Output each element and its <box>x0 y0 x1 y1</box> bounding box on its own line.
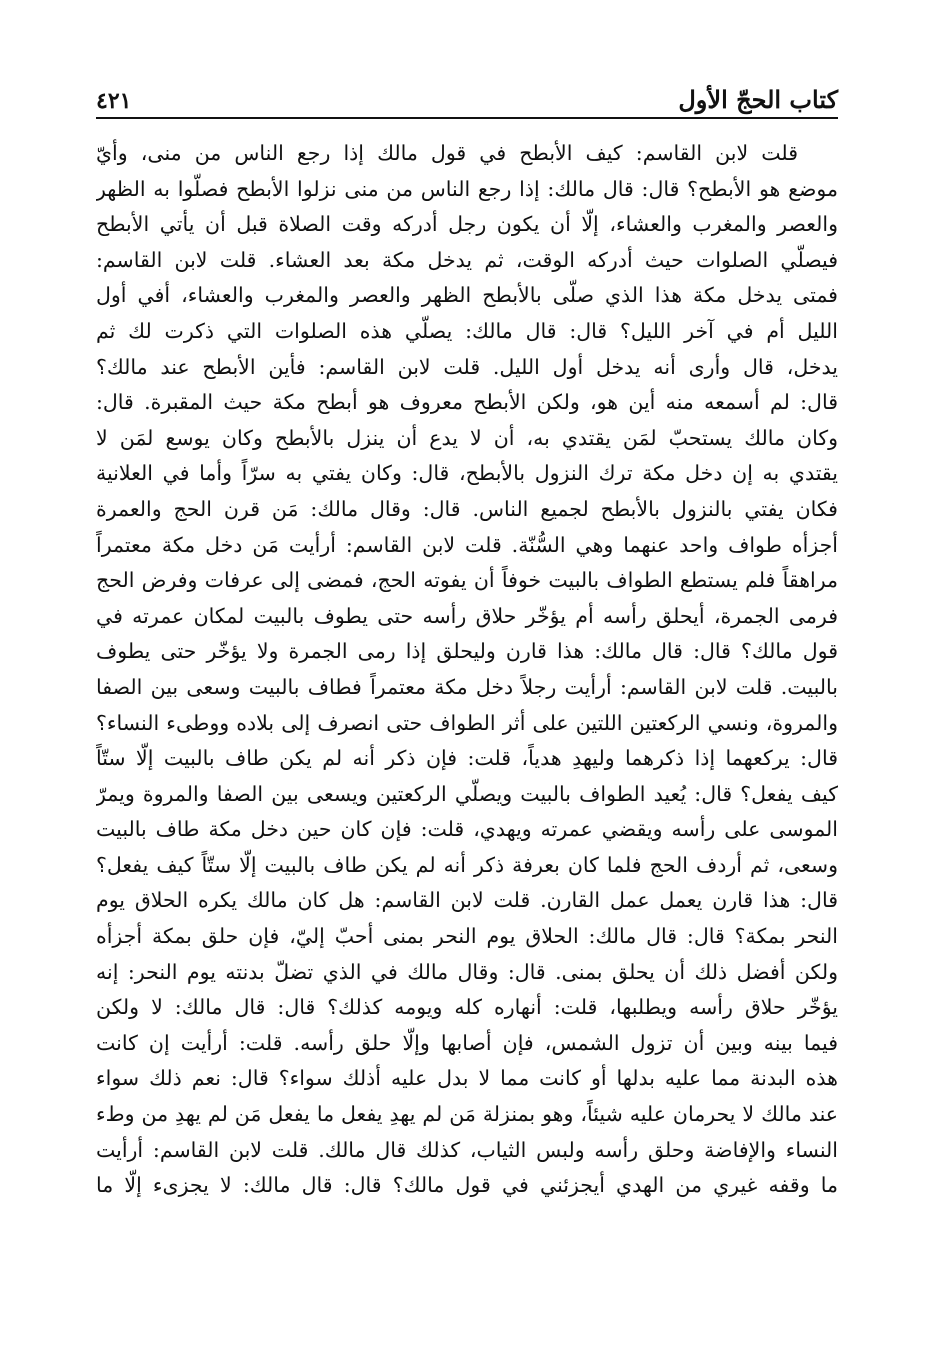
text-line: والعصر والمغرب والعشاء، إلّا أن يكون رجل أدركه وقت الصلاة قبل أن يأتي الأبطح <box>96 212 838 237</box>
text-line: أجزأه طواف واحد عنهما وهي السُّنّة. قلت لابن القاسم: أرأيت مَن دخل مكة معتمراً <box>96 532 838 557</box>
text-line: ما وقفه غيري من الهدي أيجزئني في قول مالك؟ قال: قال مالك: لا يجزىء إلّا ما <box>96 1173 838 1198</box>
text-line: بالبيت. قلت لابن القاسم: أرأيت رجلاً دخل مكة معتمراً فطاف بالبيت وسعى بين الصفا <box>96 674 838 699</box>
text-line: مراهقاً فلم يستطع الطواف بالبيت خوفاً أن يفوته الحج، فمضى إلى عرفات وفرض الحج <box>96 568 838 593</box>
text-line: قال: يركعهما إذا ذكرهما وليهدِ هدياً، قلت: فإن ذكر أنه لم يكن طاف بالبيت إلّا ستّاً <box>96 746 838 771</box>
header-rule <box>96 117 838 119</box>
text-line: قال: لم أسمعه منه أين هو، ولكن الأبطح معروف هو أبطح مكة حيث المقبرة. قال: <box>96 390 838 415</box>
text-line: النحر بمكة؟ قال: قال مالك: الحلاق يوم النحر بمنى أحبّ إليّ، فإن حلق بمكة أجزأه <box>96 924 838 949</box>
text-line: ولكن أفضل ذلك أن يحلق بمنى. قال: وقال مالك في الذي تضلّ بدنته يوم النحر: إنه <box>96 959 838 984</box>
text-line: كيف يفعل؟ قال: يُعيد الطواف بالبيت ويصلّي الركعتين ويسعى بين الصفا والمروة ويمرّ <box>96 781 838 806</box>
text-line: فيصلّي الصلوات حيث أدركه الوقت، ثم يدخل مكة بعد العشاء. قلت لابن القاسم: <box>96 247 838 272</box>
page-number: ٤٢١ <box>96 88 132 114</box>
text-line: عند مالك لا يحرمان عليه شيئاً، وهو بمنزلة مَن لم يهدِ يفعل ما يفعل مَن لم يهدِ من وطء <box>96 1102 838 1127</box>
text-line: الليل أم في آخر الليل؟ قال: قال مالك: يصلّي هذه الصلوات التي ذكرت لك ثم <box>96 318 838 343</box>
text-line: هذه البدنة مما عليه بدلها أو كانت مما لا بدل عليه أذلك سواء؟ قال: نعم ذلك سواء <box>96 1066 838 1091</box>
text-line: موضع هو الأبطح؟ قال: قال مالك: إذا رجع الناس من منى نزلوا الأبطح فصلّوا به الظهر <box>96 176 838 201</box>
text-line: والمروة، ونسي الركعتين اللتين على أثر الطواف حتى انصرف إلى بلاده ووطىء النساء؟ <box>96 710 838 735</box>
text-line: يدخل، قال وأرى أنه يدخل أول الليل. قلت لابن القاسم: فأين الأبطح عند مالك؟ <box>96 354 838 379</box>
text-line: النساء والإفاضة وحلق رأسه ولبس الثياب، كذلك قال مالك. قلت لابن القاسم: أرأيت <box>96 1137 838 1162</box>
text-line: وسعى، ثم أردف الحج فلما كان بعرفة ذكر أنه لم يكن طاف بالبيت إلّا ستّاً كيف يفعل؟ <box>96 852 838 877</box>
text-line: فمتى يدخل مكة هذا الذي صلّى بالأبطح الظهر والعصر والمغرب والعشاء، أفي أول <box>96 283 838 308</box>
text-line: فيما بينه وبين أن تزول الشمس، فإن أصابها وإلّا حلق رأسه. قلت: أرأيت إن كانت <box>96 1030 838 1055</box>
text-line: قلت لابن القاسم: كيف الأبطح في قول مالك إذا رجع الناس من منى، وأيّ <box>96 141 798 165</box>
running-title: كتاب الحجّ الأول <box>678 85 838 114</box>
text-line: قال: هذا قارن يعمل عمل القارن. قلت لابن القاسم: هل كان مالك يكره الحلاق يوم <box>96 888 838 913</box>
text-line: يقتدي به إن دخل مكة ترك النزول بالأبطح، قال: وكان يفتي به سرّاً وأما في العلانية <box>96 461 838 486</box>
text-line: يؤخّر حلاق رأسه ويطلبها، قلت: أنهاره كله ويومه كذلك؟ قال: قال مالك: لا ولكن <box>96 995 838 1020</box>
text-line: الموسى على رأسه ويقضي عمرته ويهدي، قلت: فإن كان حين دخل مكة طاف بالبيت <box>96 817 838 842</box>
text-line: وكان مالك يستحبّ لمَن يقتدي به، أن لا يدع أن ينزل بالأبطح وكان يوسع لمَن لا <box>96 425 838 450</box>
text-line: فرمى الجمرة، أيحلق رأسه أم يؤخّر حلاق رأسه حتى يطوف بالبيت لمكان عمرته في <box>96 603 838 628</box>
text-line: قول مالك؟ قال: قال مالك: هذا قارن وليحلق إذا رمى الجمرة ولا يؤخّر حتى يطوف <box>96 639 838 664</box>
page-header <box>96 72 838 112</box>
body-text <box>96 136 838 1204</box>
text-line: فكان يفتي بالنزول بالأبطح لجميع الناس. قال: وقال مالك: مَن قرن الحج والعمرة <box>96 496 838 521</box>
